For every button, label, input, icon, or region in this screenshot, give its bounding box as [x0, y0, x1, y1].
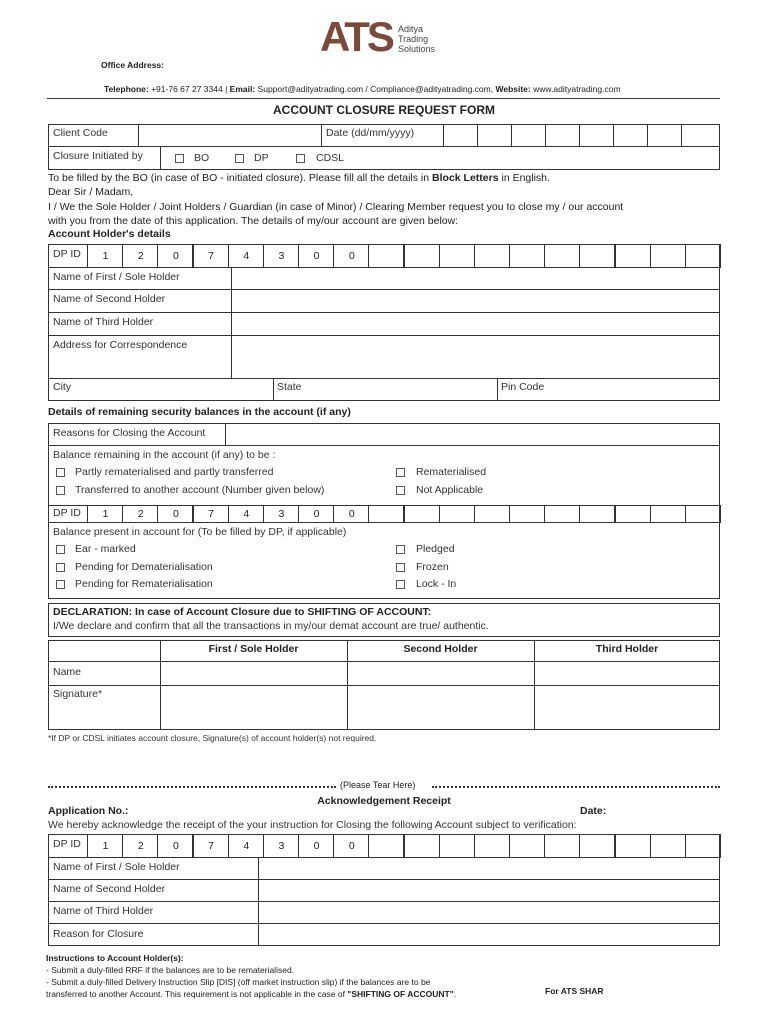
email-value[interactable]: Support@adityatrading.com / Compliance@adityatrading.com, [257, 84, 494, 94]
website-value[interactable]: www.adityatrading.com [533, 84, 621, 94]
dp-id-digit: 7 [208, 508, 214, 520]
dp-checkbox[interactable] [235, 154, 244, 163]
transferred-label: Transferred to another account (Number given below) [75, 484, 325, 496]
lock-in-label: Lock - In [416, 578, 457, 590]
dp-id-label-3: DP ID [53, 838, 81, 850]
dp-id-digit-box[interactable] [228, 834, 264, 858]
dp-id-digit: 4 [243, 508, 250, 520]
receipt-third-label: Name of Third Holder [53, 905, 154, 917]
dp-id-digit-box[interactable] [157, 834, 193, 858]
dp-id-digit: 0 [313, 840, 320, 852]
logo [320, 14, 450, 62]
dp-id-digit-box[interactable] [685, 834, 721, 858]
state-label: State [277, 381, 302, 393]
email-label: Email: [229, 84, 256, 94]
instructions-heading: Instructions to Account Holder(s): [46, 953, 184, 963]
bo-label: BO [194, 152, 210, 164]
dp-id-digit-box[interactable] [650, 505, 686, 523]
receipt-title: Acknowledgement Receipt [317, 795, 451, 807]
dp-id-digit-box[interactable] [157, 505, 193, 523]
balance-remaining-label: Balance remaining in the account (if any) to be : [53, 449, 276, 461]
dp-id-digit-box[interactable] [333, 834, 369, 858]
dp-id-digit-box[interactable] [439, 834, 475, 858]
logo-text-3: Solutions [398, 44, 436, 54]
dp-id-digit-box[interactable] [298, 244, 334, 268]
reasons-field[interactable] [225, 423, 720, 446]
request-line-1: I / We the Sole Holder / Joint Holders / Guardian (in case of Minor) / Clearing Member request you to close my / our account [48, 201, 624, 213]
account-holder-heading: Account Holder's details [48, 228, 171, 240]
dp-id-digit-box[interactable] [368, 244, 404, 268]
dp-id-digit: 3 [278, 840, 285, 852]
dp-id-digit: 1 [102, 250, 109, 262]
dp-id-digit-box[interactable] [579, 244, 615, 268]
dp-id-label: DP ID [53, 248, 81, 260]
dp-id-boxes[interactable] [87, 244, 720, 268]
dp-id-digit-box[interactable] [157, 244, 193, 268]
third-holder-label: Name of Third Holder [53, 316, 154, 328]
salutation: Dear Sir / Madam, [48, 186, 134, 198]
receipt-second-field[interactable] [258, 879, 720, 902]
dp-id-digit-box[interactable] [368, 834, 404, 858]
receipt-first-field[interactable] [258, 857, 720, 880]
dp-id-digit-box[interactable] [509, 244, 545, 268]
dp-id-digit: 4 [243, 840, 250, 852]
dp-id-digit-box[interactable] [122, 505, 158, 523]
cdsl-checkbox[interactable] [296, 154, 305, 163]
dp-id-digit-box[interactable] [685, 505, 721, 523]
dp-id-digit: 7 [208, 250, 214, 262]
website-label: Website: [495, 84, 531, 94]
receipt-reason-label: Reason for Closure [53, 928, 144, 940]
dp-id-digit-box[interactable] [474, 834, 510, 858]
city-label: City [53, 381, 72, 393]
dp-id-digit-box[interactable] [509, 505, 545, 523]
dp-id-digit-box[interactable] [474, 505, 510, 523]
dp-id-digit-box[interactable] [439, 505, 475, 523]
dp-id-digit: 3 [278, 250, 285, 262]
declaration-text: I/We declare and confirm that all the transactions in my/our demat account are true/ authentic. [53, 620, 489, 632]
client-code-label: Client Code [53, 127, 108, 139]
dp-id-boxes-3[interactable] [87, 834, 720, 858]
rematerialised-checkbox[interactable] [396, 468, 405, 477]
dp-id-digit-box[interactable] [404, 244, 440, 268]
dp-label: DP [254, 152, 269, 164]
pledged-checkbox[interactable] [396, 545, 405, 554]
dp-id-digit-box[interactable] [87, 505, 123, 523]
third-holder-field[interactable] [231, 312, 720, 336]
receipt-first-label: Name of First / Sole Holder [53, 861, 180, 873]
dp-id-digit: 1 [102, 508, 109, 520]
receipt-second-label: Name of Second Holder [53, 883, 166, 895]
dp-id-label-2: DP ID [53, 507, 81, 519]
dp-id-digit-box[interactable] [298, 834, 334, 858]
declaration-title: DECLARATION: In case of Account Closure due to SHIFTING OF ACCOUNT: [53, 606, 432, 618]
telephone-value: +91-76 67 27 3344 [151, 84, 223, 94]
col-first-holder: First / Sole Holder [208, 643, 299, 655]
dp-id-digit: 2 [137, 840, 144, 852]
dp-id-digit-box[interactable] [544, 505, 580, 523]
address-label: Address for Correspondence [53, 339, 188, 351]
second-holder-field[interactable] [231, 289, 720, 313]
first-holder-field[interactable] [231, 267, 720, 290]
dp-id-digit: 1 [102, 840, 109, 852]
bo-checkbox[interactable] [175, 154, 184, 163]
logo-text-1: Aditya [398, 24, 424, 34]
dp-id-digit: 3 [278, 508, 285, 520]
dp-id-digit-box[interactable] [333, 505, 369, 523]
name-third-field[interactable] [536, 663, 719, 684]
reasons-label: Reasons for Closing the Account [53, 427, 206, 439]
receipt-reason-field[interactable] [258, 923, 720, 946]
dp-id-digit-box[interactable] [650, 834, 686, 858]
dp-id-digit: 2 [137, 508, 144, 520]
col-third-holder: Third Holder [595, 643, 659, 655]
frozen-label: Frozen [416, 561, 449, 573]
dp-id-digit-box[interactable] [404, 505, 440, 523]
balance-present-label: Balance present in account for (To be filled by DP, if applicable) [53, 526, 347, 538]
col-second-holder: Second Holder [403, 643, 478, 655]
closure-initiated-divider [160, 146, 161, 170]
receipt-third-field[interactable] [258, 901, 720, 924]
pending-remat-checkbox[interactable] [56, 580, 65, 589]
pending-demat-label: Pending for Dematerialisation [75, 561, 213, 573]
dp-id-digit-box[interactable] [544, 244, 580, 268]
dp-id-digit-box[interactable] [615, 834, 651, 858]
dp-id-boxes-2[interactable] [87, 505, 720, 523]
partly-checkbox[interactable] [56, 468, 65, 477]
dp-id-digit-box[interactable] [87, 834, 123, 858]
dp-id-digit-box[interactable] [404, 834, 440, 858]
second-holder-label: Name of Second Holder [53, 293, 166, 305]
header-divider [47, 98, 720, 99]
application-no-label: Application No.: [48, 805, 129, 817]
logo-letters: ATS [320, 13, 392, 60]
for-ats-label: For ATS SHAR [545, 986, 604, 996]
dp-id-digit-box[interactable] [474, 244, 510, 268]
partly-label: Partly rematerialised and partly transferred [75, 466, 274, 478]
ack-text: We hereby acknowledge the receipt of the your instruction for Closing the following Account subject to verification: [48, 819, 577, 831]
dp-id-digit-box[interactable] [579, 505, 615, 523]
closure-initiated-label: Closure Initiated by [53, 150, 143, 162]
dp-id-digit-box[interactable] [544, 834, 580, 858]
dp-id-digit-box[interactable] [193, 834, 229, 858]
closure-initiated-row [48, 146, 720, 170]
pincode-label: Pin Code [501, 381, 545, 393]
dp-id-digit-box[interactable] [193, 505, 229, 523]
row-name-label: Name [53, 666, 82, 678]
dp-id-digit-box[interactable] [193, 244, 229, 268]
dp-id-digit: 0 [172, 250, 179, 262]
dp-id-digit: 0 [313, 508, 320, 520]
tear-here-label: (Please Tear Here) [340, 780, 416, 790]
dp-id-digit: 7 [208, 840, 214, 852]
lock-in-checkbox[interactable] [396, 580, 405, 589]
instruction-2: - Submit a duly-filled Delivery Instruction Slip [DIS] (off market instruction slip) if the balances are to be [46, 977, 431, 987]
dp-id-digit-box[interactable] [263, 505, 299, 523]
dp-id-digit-box[interactable] [650, 244, 686, 268]
tear-line-right [432, 786, 720, 788]
pending-demat-checkbox[interactable] [56, 563, 65, 572]
address-field[interactable] [231, 335, 720, 379]
not-applicable-checkbox[interactable] [396, 486, 405, 495]
dp-id-digit: 0 [313, 250, 320, 262]
pending-remat-label: Pending for Rematerialisation [75, 578, 213, 590]
date-label: Date (dd/mm/yyyy) [326, 127, 415, 139]
dp-id-digit-box[interactable] [298, 505, 334, 523]
dp-id-digit: 0 [172, 840, 179, 852]
not-applicable-label: Not Applicable [416, 484, 484, 496]
request-line-2: with you from the date of this application. The details of my/our account are given below: [48, 215, 459, 227]
signature-second-field[interactable] [349, 687, 533, 729]
dp-id-digit-box[interactable] [263, 834, 299, 858]
dp-id-digit: 0 [172, 508, 179, 520]
signature-third-field[interactable] [536, 687, 719, 729]
name-second-field[interactable] [349, 663, 533, 684]
dp-id-digit: 0 [348, 840, 355, 852]
telephone-label: Telephone: [104, 84, 149, 94]
client-code-field[interactable] [138, 124, 322, 147]
pledged-label: Pledged [416, 543, 455, 555]
signature-first-field[interactable] [162, 687, 346, 729]
instruction-1: - Submit a duly-filled RRF if the balances are to be rematerialised. [46, 965, 295, 975]
state-field[interactable] [273, 378, 498, 401]
dp-id-digit-box[interactable] [509, 834, 545, 858]
ear-marked-checkbox[interactable] [56, 545, 65, 554]
dp-id-digit-box[interactable] [579, 834, 615, 858]
dp-id-digit: 2 [137, 250, 144, 262]
cdsl-label: CDSL [316, 152, 345, 164]
dp-id-digit-box[interactable] [685, 244, 721, 268]
ear-marked-label: Ear - marked [75, 543, 136, 555]
name-first-field[interactable] [162, 663, 346, 684]
row-signature-label: Signature* [53, 688, 103, 700]
frozen-checkbox[interactable] [396, 563, 405, 572]
first-holder-label: Name of First / Sole Holder [53, 271, 180, 283]
dp-id-digit-box[interactable] [87, 244, 123, 268]
fill-instruction: To be filled by the BO (in case of BO - initiated closure). Please fill all the details in Block Letters in English. [48, 172, 550, 184]
dp-id-digit-box[interactable] [228, 505, 264, 523]
dp-id-digit-box[interactable] [368, 505, 404, 523]
rematerialised-label: Rematerialised [416, 466, 487, 478]
dp-id-digit: 0 [348, 508, 355, 520]
transferred-checkbox[interactable] [56, 486, 65, 495]
dp-id-digit: 0 [348, 250, 355, 262]
contact-line: Telephone: +91-76 67 27 3344 | Email: Support@adityatrading.com / Compliance@adityatrading.com, Website: www.adityatrading.com [104, 84, 621, 94]
balances-heading: Details of remaining security balances in the account (if any) [48, 406, 351, 418]
dp-id-digit-box[interactable] [333, 244, 369, 268]
dp-id-digit-box[interactable] [439, 244, 475, 268]
logo-text-2: Trading [398, 34, 429, 44]
instruction-3: transferred to another Account. This requirement is not applicable in the case of "SHIFTING OF ACCOUNT". [46, 989, 457, 999]
dp-id-digit-box[interactable] [122, 244, 158, 268]
signature-footnote: *If DP or CDSL initiates account closure, Signature(s) of account holder(s) not required. [48, 733, 377, 743]
dp-id-digit-box[interactable] [615, 244, 651, 268]
receipt-date-label: Date: [580, 805, 607, 817]
form-title: ACCOUNT CLOSURE REQUEST FORM [273, 103, 495, 117]
dp-id-digit: 4 [243, 250, 250, 262]
tear-line-left [48, 786, 336, 788]
dp-id-digit-box[interactable] [122, 834, 158, 858]
dp-id-digit-box[interactable] [615, 505, 651, 523]
dp-id-digit-box[interactable] [263, 244, 299, 268]
date-boxes[interactable] [443, 124, 720, 147]
dp-id-digit-box[interactable] [228, 244, 264, 268]
office-address-label: Office Address: [101, 60, 164, 70]
